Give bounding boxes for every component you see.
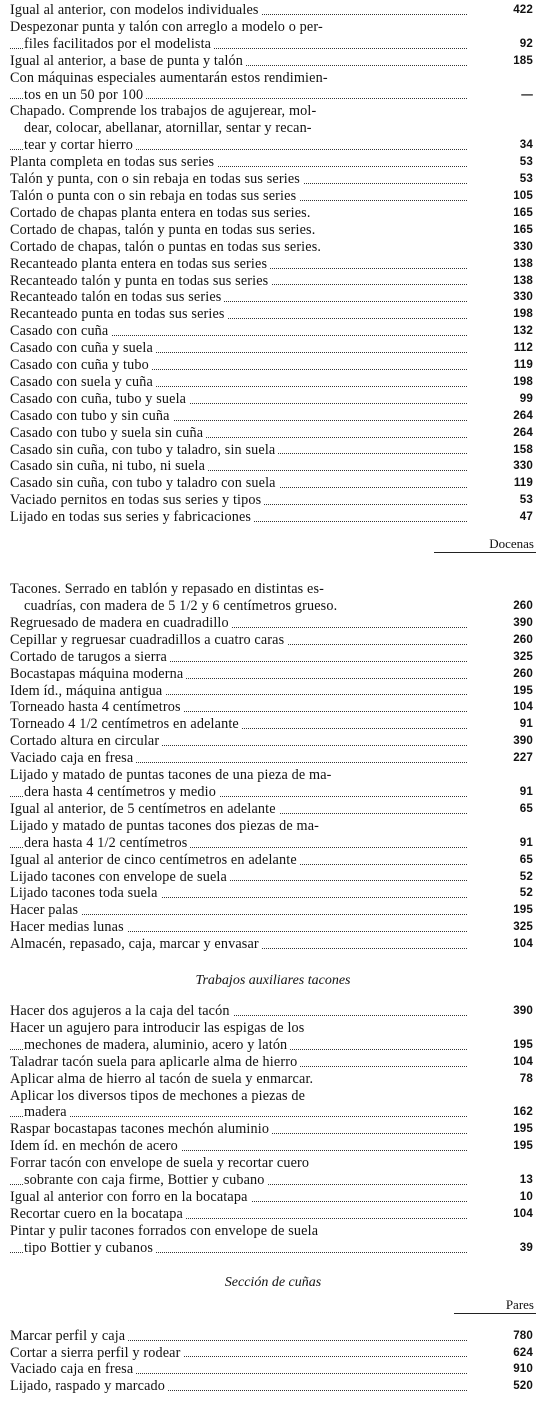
rate-row [10, 615, 536, 632]
rate-description-text: mechones de madera, aluminio, acero y latón [24, 1037, 290, 1053]
rate-description-text: Torneado hasta 4 centímetros [10, 699, 184, 715]
rate-description [10, 137, 475, 154]
rate-description-text: Lijado tacones con envelope de suela [10, 869, 230, 885]
rate-row [10, 1155, 536, 1172]
rate-description-text: Recanteado punta en todas sus series [10, 306, 228, 322]
rate-value: 330 [513, 239, 533, 253]
rate-description-text: Igual al anterior, con modelos individuales [10, 2, 262, 18]
rate-row [10, 103, 536, 120]
rate-description [10, 716, 475, 733]
rate-description-text: Idem íd., máquina antigua [10, 683, 165, 699]
rate-description [10, 919, 475, 936]
rate-value: 165 [513, 222, 533, 236]
rate-description-text: Hacer un agujero para introducir las espigas de los [10, 1020, 307, 1036]
rate-description-text: Almacén, repasado, caja, marcar y envasar [10, 936, 262, 952]
rate-description [10, 1071, 475, 1088]
rate-description-text: Recanteado talón en todas sus series [10, 289, 224, 305]
rate-row [10, 649, 536, 666]
rate-row [10, 323, 536, 340]
rate-description-text: Chapado. Comprende los trabajos de agujerear, mol- [10, 103, 319, 119]
rate-description-text: Recanteado planta entera en todas sus series [10, 256, 270, 272]
rate-description-text: Cortado de tarugos a sierra [10, 649, 170, 665]
rate-value: 264 [513, 425, 533, 439]
rate-row [10, 1378, 536, 1395]
rate-value: 330 [513, 290, 533, 304]
rate-description [10, 869, 475, 886]
rate-value: 195 [513, 1139, 533, 1153]
rate-row [10, 683, 536, 700]
rate-value: 65 [519, 801, 533, 815]
rate-row [10, 425, 536, 442]
rate-description-text: Cortado de chapas, talón o puntas en todas sus series. [10, 239, 324, 255]
rate-description [10, 683, 475, 700]
rate-description [10, 767, 475, 784]
rate-description-text: Casado con cuña y suela [10, 340, 156, 356]
rate-value: 34 [519, 138, 533, 152]
rate-row [10, 581, 536, 598]
rate-description [10, 666, 475, 683]
rate-value: 132 [513, 324, 533, 338]
rate-value: 10 [519, 1190, 533, 1203]
rate-description-text: Lijado en todas sus series y fabricaciones [10, 509, 254, 525]
rate-row [10, 716, 536, 733]
rate-value: 390 [513, 1004, 533, 1018]
rate-description [10, 171, 475, 188]
rate-description-text: Regruesado de madera en cuadradillo [10, 615, 232, 631]
rate-description [10, 103, 475, 120]
rate-row [10, 509, 536, 526]
rate-row [10, 885, 536, 902]
rate-description [10, 784, 475, 801]
rate-description [10, 1345, 475, 1362]
rate-description-text: Hacer medias lunas [10, 919, 127, 935]
rate-description-text: Lijado y matado de puntas tacones de una pieza de ma- [10, 767, 335, 783]
rate-description [10, 835, 475, 852]
rate-row [10, 835, 536, 852]
rate-description [10, 632, 475, 649]
rate-description-text: Casado con cuña, tubo y suela [10, 391, 189, 407]
rate-description [10, 374, 475, 391]
rate-value: 104 [513, 1054, 533, 1068]
rate-row [10, 902, 536, 919]
rate-row [10, 239, 536, 256]
rate-description-text: Con máquinas especiales aumentarán estos rendimien- [10, 70, 331, 86]
rate-description-text: Planta completa en todas sus series [10, 154, 217, 170]
rate-description [10, 120, 475, 137]
rate-description [10, 1189, 475, 1206]
rate-row [10, 357, 536, 374]
rate-row [10, 19, 536, 36]
rate-description [10, 70, 475, 87]
rate-description-text: Igual al anterior con forro en la bocatapa [10, 1189, 251, 1205]
rate-row [10, 1003, 536, 1020]
rate-value: 390 [513, 615, 533, 629]
rate-description [10, 19, 475, 36]
rate-description [10, 154, 475, 171]
rate-row [10, 936, 536, 953]
rate-row [10, 492, 536, 509]
rate-value: 78 [519, 1071, 533, 1085]
rate-description [10, 902, 475, 919]
rate-value: 195 [513, 903, 533, 917]
rate-description [10, 1240, 475, 1257]
rate-description [10, 1378, 475, 1395]
rate-value: 53 [519, 493, 533, 507]
rate-description-text: Recanteado talón y punta en todas sus series [10, 273, 271, 289]
rate-value: 91 [519, 717, 533, 731]
rate-row [10, 632, 536, 649]
rate-description-text: Torneado 4 1/2 centímetros en adelante [10, 716, 242, 732]
rate-value: 198 [513, 307, 533, 321]
rate-row [10, 188, 536, 205]
rate-row [10, 2, 536, 19]
rate-row [10, 340, 536, 357]
rate-description-text: dera hasta 4 1/2 centímetros [24, 835, 190, 851]
rate-description [10, 306, 475, 323]
rate-description [10, 391, 475, 408]
rate-description-text: Igual al anterior, de 5 centímetros en adelante [10, 801, 279, 817]
rate-description [10, 1121, 475, 1138]
rate-description [10, 1020, 475, 1037]
rate-row [10, 1037, 536, 1054]
rate-description-text: Taladrar tacón suela para aplicarle alma de hierro [10, 1054, 300, 1070]
rate-row [10, 919, 536, 936]
rate-description [10, 289, 475, 306]
rate-description [10, 323, 475, 340]
rate-description-text: sobrante con caja firme, Bottier y cubano [24, 1172, 268, 1188]
rate-description [10, 458, 475, 475]
rate-description [10, 87, 475, 104]
rate-value: 195 [513, 1122, 533, 1136]
rate-row [10, 852, 536, 869]
rate-description [10, 1223, 475, 1240]
rate-description-text: Aplicar los diversos tipos de mechones a piezas de [10, 1088, 308, 1104]
rate-value: 325 [513, 649, 533, 663]
rates-block-chapas [10, 2, 536, 526]
rate-value: 13 [519, 1173, 533, 1187]
rate-description [10, 1172, 475, 1189]
rates-block-cunas [10, 1328, 536, 1396]
rate-value: 260 [513, 666, 533, 680]
rate-description [10, 801, 475, 818]
rate-value: 162 [513, 1105, 533, 1119]
rate-description [10, 340, 475, 357]
rate-description-text: Vaciado pernitos en todas sus series y tipos [10, 492, 264, 508]
rate-description [10, 1155, 475, 1172]
rate-description [10, 1003, 475, 1020]
rate-row [10, 205, 536, 222]
rate-description-text: tipo Bottier y cubanos [24, 1240, 156, 1256]
rate-row [10, 475, 536, 492]
rate-row [10, 1361, 536, 1378]
rate-value: 53 [519, 172, 533, 186]
rate-description [10, 509, 475, 526]
rate-value: 119 [513, 358, 533, 372]
section-title-cunas: Sección de cuñas [224, 1274, 322, 1290]
rate-value: 910 [513, 1362, 533, 1376]
rate-row [10, 666, 536, 683]
rate-description-text: Casado con tubo y sin cuña [10, 408, 173, 424]
rate-row [10, 1020, 536, 1037]
rate-description [10, 357, 475, 374]
rate-description-text: tos en un 50 por 100 [24, 87, 146, 103]
rate-description [10, 733, 475, 750]
rates-block-auxiliares [10, 1003, 536, 1257]
rate-row [10, 87, 536, 104]
rate-description [10, 53, 475, 70]
rate-description [10, 205, 475, 222]
rate-document [10, 2, 536, 1395]
rate-description-text: Cortado de chapas planta entera en todas sus series. [10, 205, 314, 221]
rate-value: 99 [519, 391, 533, 405]
rate-description-text: tear y cortar hierro [24, 137, 136, 153]
rate-description-text: Casado con cuña [10, 323, 111, 339]
rate-value: 91 [519, 835, 533, 849]
rate-row [10, 1121, 536, 1138]
rates-block-tacones [10, 581, 536, 953]
rate-description-text: Lijado tacones toda suela [10, 885, 161, 901]
rate-row [10, 1104, 536, 1121]
rate-row [10, 598, 536, 615]
rate-value: 260 [513, 599, 533, 612]
rate-row [10, 53, 536, 70]
rate-value: 165 [513, 205, 533, 219]
rate-row [10, 1223, 536, 1240]
rate-row [10, 408, 536, 425]
rate-description-text: Cortado de chapas, talón y punta en todas sus series. [10, 222, 318, 238]
rate-description-text: Igual al anterior, a base de punta y talón [10, 53, 246, 69]
rate-row [10, 1206, 536, 1223]
rate-description [10, 1328, 475, 1345]
rate-description-text: Bocastapas máquina moderna [10, 666, 186, 682]
rate-description [10, 273, 475, 290]
rate-description [10, 2, 475, 19]
rate-description [10, 818, 475, 835]
rate-description-text: Talón o punta con o sin rebaja en todas sus series [10, 188, 299, 204]
rate-row [10, 1138, 536, 1155]
rate-description [10, 699, 475, 716]
rate-row [10, 1088, 536, 1105]
rate-description-text: Casado sin cuña, con tubo y taladro, sin suela [10, 442, 278, 458]
rate-description [10, 256, 475, 273]
rate-value: 91 [519, 784, 533, 798]
rate-value: 520 [513, 1379, 533, 1393]
rate-row [10, 1345, 536, 1362]
rate-description-text: Vaciado caja en fresa [10, 750, 136, 766]
rate-description-text: Idem íd. en mechón de acero [10, 1138, 181, 1154]
rate-value: 138 [513, 256, 533, 270]
rate-row [10, 120, 536, 137]
rate-value: 104 [513, 700, 533, 714]
rate-description-text: Despezonar punta y talón con arreglo a modelo o per- [10, 19, 326, 35]
rate-value: 138 [513, 273, 533, 287]
rate-value: 195 [513, 683, 533, 697]
rate-description [10, 615, 475, 632]
rate-description-text: Cortar a sierra perfil y rodear [10, 1345, 183, 1361]
rate-value: 104 [513, 1206, 533, 1220]
rate-description [10, 598, 475, 615]
rate-value: 105 [513, 188, 533, 202]
rate-value: 422 [513, 3, 533, 16]
rate-row [10, 750, 536, 767]
rate-description-text: Cortado altura en circular [10, 733, 162, 749]
rate-row [10, 818, 536, 835]
rate-value: — [521, 87, 533, 101]
rate-value: 198 [513, 374, 533, 388]
rate-value: 92 [519, 36, 533, 50]
rate-value: 624 [513, 1345, 533, 1359]
rate-row [10, 1172, 536, 1189]
rate-description [10, 188, 475, 205]
rate-row [10, 1240, 536, 1257]
rate-description-text: Talón y punta, con o sin rebaja en todas sus series [10, 171, 303, 187]
rate-value: 53 [519, 155, 533, 169]
rate-value: 390 [513, 734, 533, 748]
rate-description [10, 475, 475, 492]
rate-row [10, 391, 536, 408]
rate-row [10, 442, 536, 459]
rate-description-text: madera [24, 1104, 70, 1120]
rate-row [10, 306, 536, 323]
rate-description [10, 885, 475, 902]
rate-description-text: dera hasta 4 centímetros y medio [24, 784, 219, 800]
rate-description-text: Raspar bocastapas tacones mechón aluminio [10, 1121, 272, 1137]
rate-row [10, 767, 536, 784]
rate-description-text: Forrar tacón con envelope de suela y recortar cuero [10, 1155, 312, 1171]
rate-description-text: Cepillar y regruesar cuadradillos a cuatro caras [10, 632, 287, 648]
unit-header-docenas: Docenas [434, 536, 536, 553]
rate-row [10, 273, 536, 290]
rate-description [10, 1104, 475, 1121]
rate-row [10, 733, 536, 750]
rate-row [10, 256, 536, 273]
rate-description [10, 425, 475, 442]
rate-description-text: cuadrías, con madera de 5 1/2 y 6 centímetros grueso. [24, 598, 340, 614]
rate-description-text: Casado con tubo y suela sin cuña [10, 425, 206, 441]
rate-description-text: Lijado, raspado y marcado [10, 1378, 168, 1394]
rate-value: 158 [513, 442, 533, 456]
rate-description [10, 36, 475, 53]
rate-description [10, 852, 475, 869]
rate-description-text: Recortar cuero en la bocatapa [10, 1206, 186, 1222]
rate-row [10, 36, 536, 53]
rate-row [10, 784, 536, 801]
rate-row [10, 222, 536, 239]
rate-value: 112 [513, 341, 533, 355]
section-title-auxiliares: Trabajos auxiliares tacones [195, 973, 351, 989]
rate-description [10, 750, 475, 767]
rate-value: 65 [519, 852, 533, 866]
rate-description [10, 222, 475, 239]
rate-description-text: Hacer dos agujeros a la caja del tacón [10, 1003, 233, 1019]
unit-header-pares: Pares [454, 1297, 536, 1314]
rate-description-text: Hacer palas [10, 902, 81, 918]
rate-value: 52 [519, 886, 533, 900]
rate-value: 780 [513, 1328, 533, 1342]
rate-description-text: Marcar perfil y caja [10, 1328, 128, 1344]
rate-row [10, 1071, 536, 1088]
rate-value: 104 [513, 937, 533, 951]
rate-description-text: Casado con suela y cuña [10, 374, 156, 390]
rate-row [10, 1189, 536, 1206]
rate-description [10, 1037, 475, 1054]
rate-description [10, 1088, 475, 1105]
rate-value: 325 [513, 920, 533, 934]
rate-description [10, 239, 475, 256]
rate-value: 47 [519, 510, 533, 524]
rate-description-text: Casado con cuña y tubo [10, 357, 152, 373]
rate-row [10, 289, 536, 306]
rate-row [10, 1328, 536, 1345]
rate-description-text: Aplicar alma de hierro al tacón de suela y enmarcar. [10, 1071, 316, 1087]
rate-description [10, 1361, 475, 1378]
rate-description [10, 649, 475, 666]
rate-description-text: Pintar y pulir tacones forrados con envelope de suela [10, 1223, 321, 1239]
rate-description-text: Casado sin cuña, con tubo y taladro con suela [10, 475, 279, 491]
rate-description [10, 1054, 475, 1071]
rate-value: 119 [513, 476, 533, 490]
rate-value: 195 [513, 1037, 533, 1051]
rate-row [10, 171, 536, 188]
rate-row [10, 374, 536, 391]
rate-value: 185 [513, 53, 533, 67]
rate-value: 39 [519, 1240, 533, 1254]
rate-value: 330 [513, 459, 533, 473]
rate-description-text: Lijado y matado de puntas tacones dos piezas de ma- [10, 818, 322, 834]
rate-description-text: Casado sin cuña, ni tubo, ni suela [10, 458, 208, 474]
rate-description-text: Vaciado caja en fresa [10, 1361, 136, 1377]
rate-row [10, 801, 536, 818]
rate-row [10, 699, 536, 716]
rate-row [10, 1054, 536, 1071]
rate-description-text: Igual al anterior de cinco centímetros en adelante [10, 852, 300, 868]
rate-row [10, 154, 536, 171]
rate-value: 52 [519, 869, 533, 883]
rate-row [10, 137, 536, 154]
rate-description-text: Tacones. Serrado en tablón y repasado en distintas es- [10, 581, 327, 597]
rate-value: 260 [513, 632, 533, 646]
rate-description [10, 492, 475, 509]
rate-description [10, 1206, 475, 1223]
rate-description-text: dear, colocar, abellanar, atornillar, sentar y recan- [24, 120, 315, 136]
rate-value: 227 [513, 751, 533, 765]
rate-row [10, 70, 536, 87]
rate-description [10, 581, 475, 598]
rate-description [10, 408, 475, 425]
rate-description-text: files facilitados por el modelista [24, 36, 214, 52]
rate-description [10, 936, 475, 953]
rate-row [10, 869, 536, 886]
rate-value: 264 [513, 408, 533, 422]
rate-row [10, 458, 536, 475]
rate-description [10, 1138, 475, 1155]
rate-description [10, 442, 475, 459]
